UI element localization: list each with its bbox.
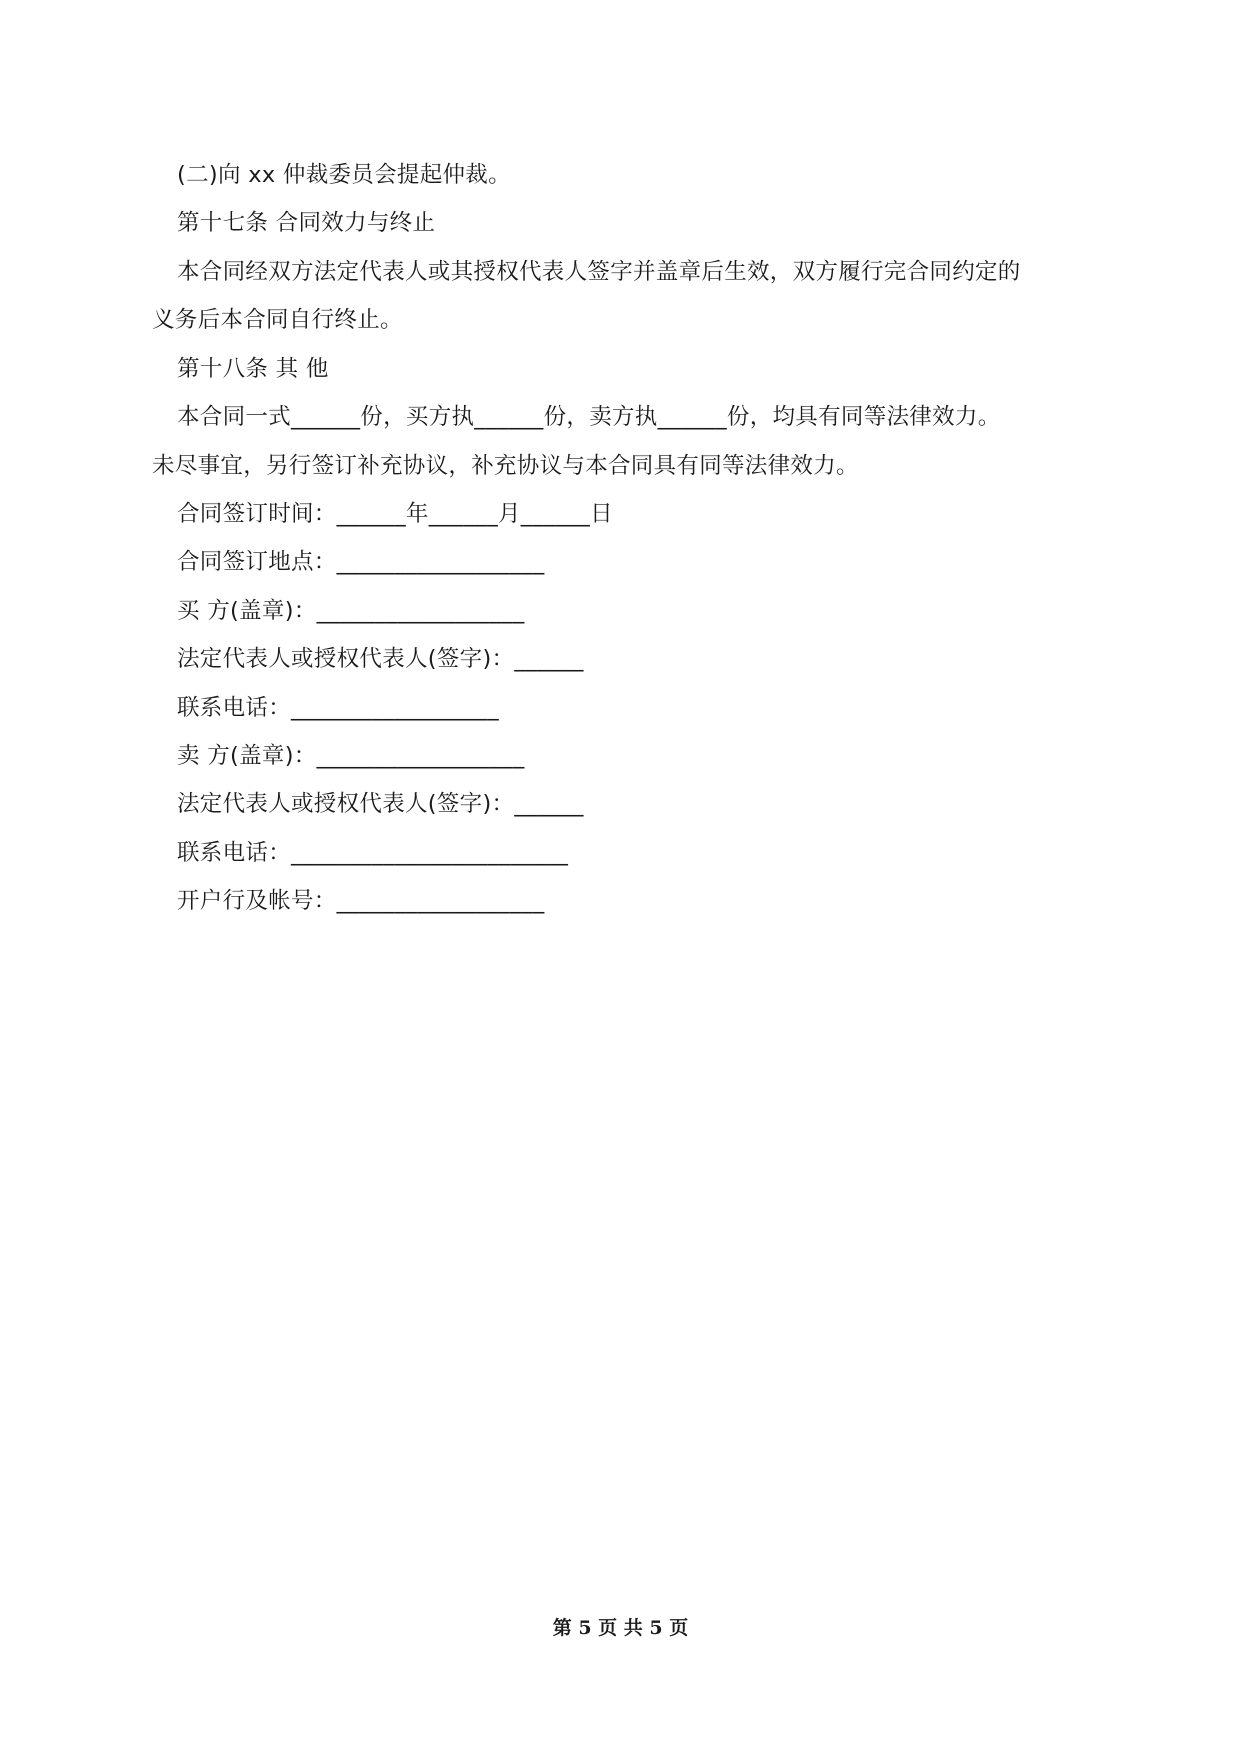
article-17-paragraph-line-1: 本合同经双方法定代表人或其授权代表人签字并盖章后生效，双方履行完合同约定的	[177, 259, 1021, 285]
seller-seal-field: 卖 方(盖章)：__________________	[177, 743, 525, 769]
article-18-heading: 第十八条 其 他	[177, 356, 329, 382]
buyer-seal-field: 买 方(盖章)：__________________	[177, 598, 525, 624]
seller-representative-signature-field: 法定代表人或授权代表人(签字)：______	[177, 791, 584, 817]
seller-phone-field: 联系电话：________________________	[177, 840, 569, 866]
page-number-footer: 第 5 页 共 5 页	[552, 1617, 689, 1639]
copies-paragraph-line-1: 本合同一式______份，买方执______份，卖方执______份，均具有同等法律效力。	[177, 404, 1001, 430]
article-17-heading: 第十七条 合同效力与终止	[177, 210, 436, 236]
copies-paragraph-line-2: 未尽事宜，另行签订补充协议，补充协议与本合同具有同等法律效力。	[152, 453, 859, 479]
signing-date-field: 合同签订时间：______年______月______日	[177, 501, 613, 527]
arbitration-clause-item: (二)向 xx 仲裁委员会提起仲裁。	[177, 162, 511, 188]
article-17-paragraph-line-2: 义务后本合同自行终止。	[152, 307, 403, 333]
bank-account-field: 开户行及帐号：__________________	[177, 888, 545, 914]
signing-place-field: 合同签订地点：__________________	[177, 549, 545, 575]
buyer-phone-field: 联系电话：__________________	[177, 695, 499, 721]
buyer-representative-signature-field: 法定代表人或授权代表人(签字)：______	[177, 646, 584, 672]
